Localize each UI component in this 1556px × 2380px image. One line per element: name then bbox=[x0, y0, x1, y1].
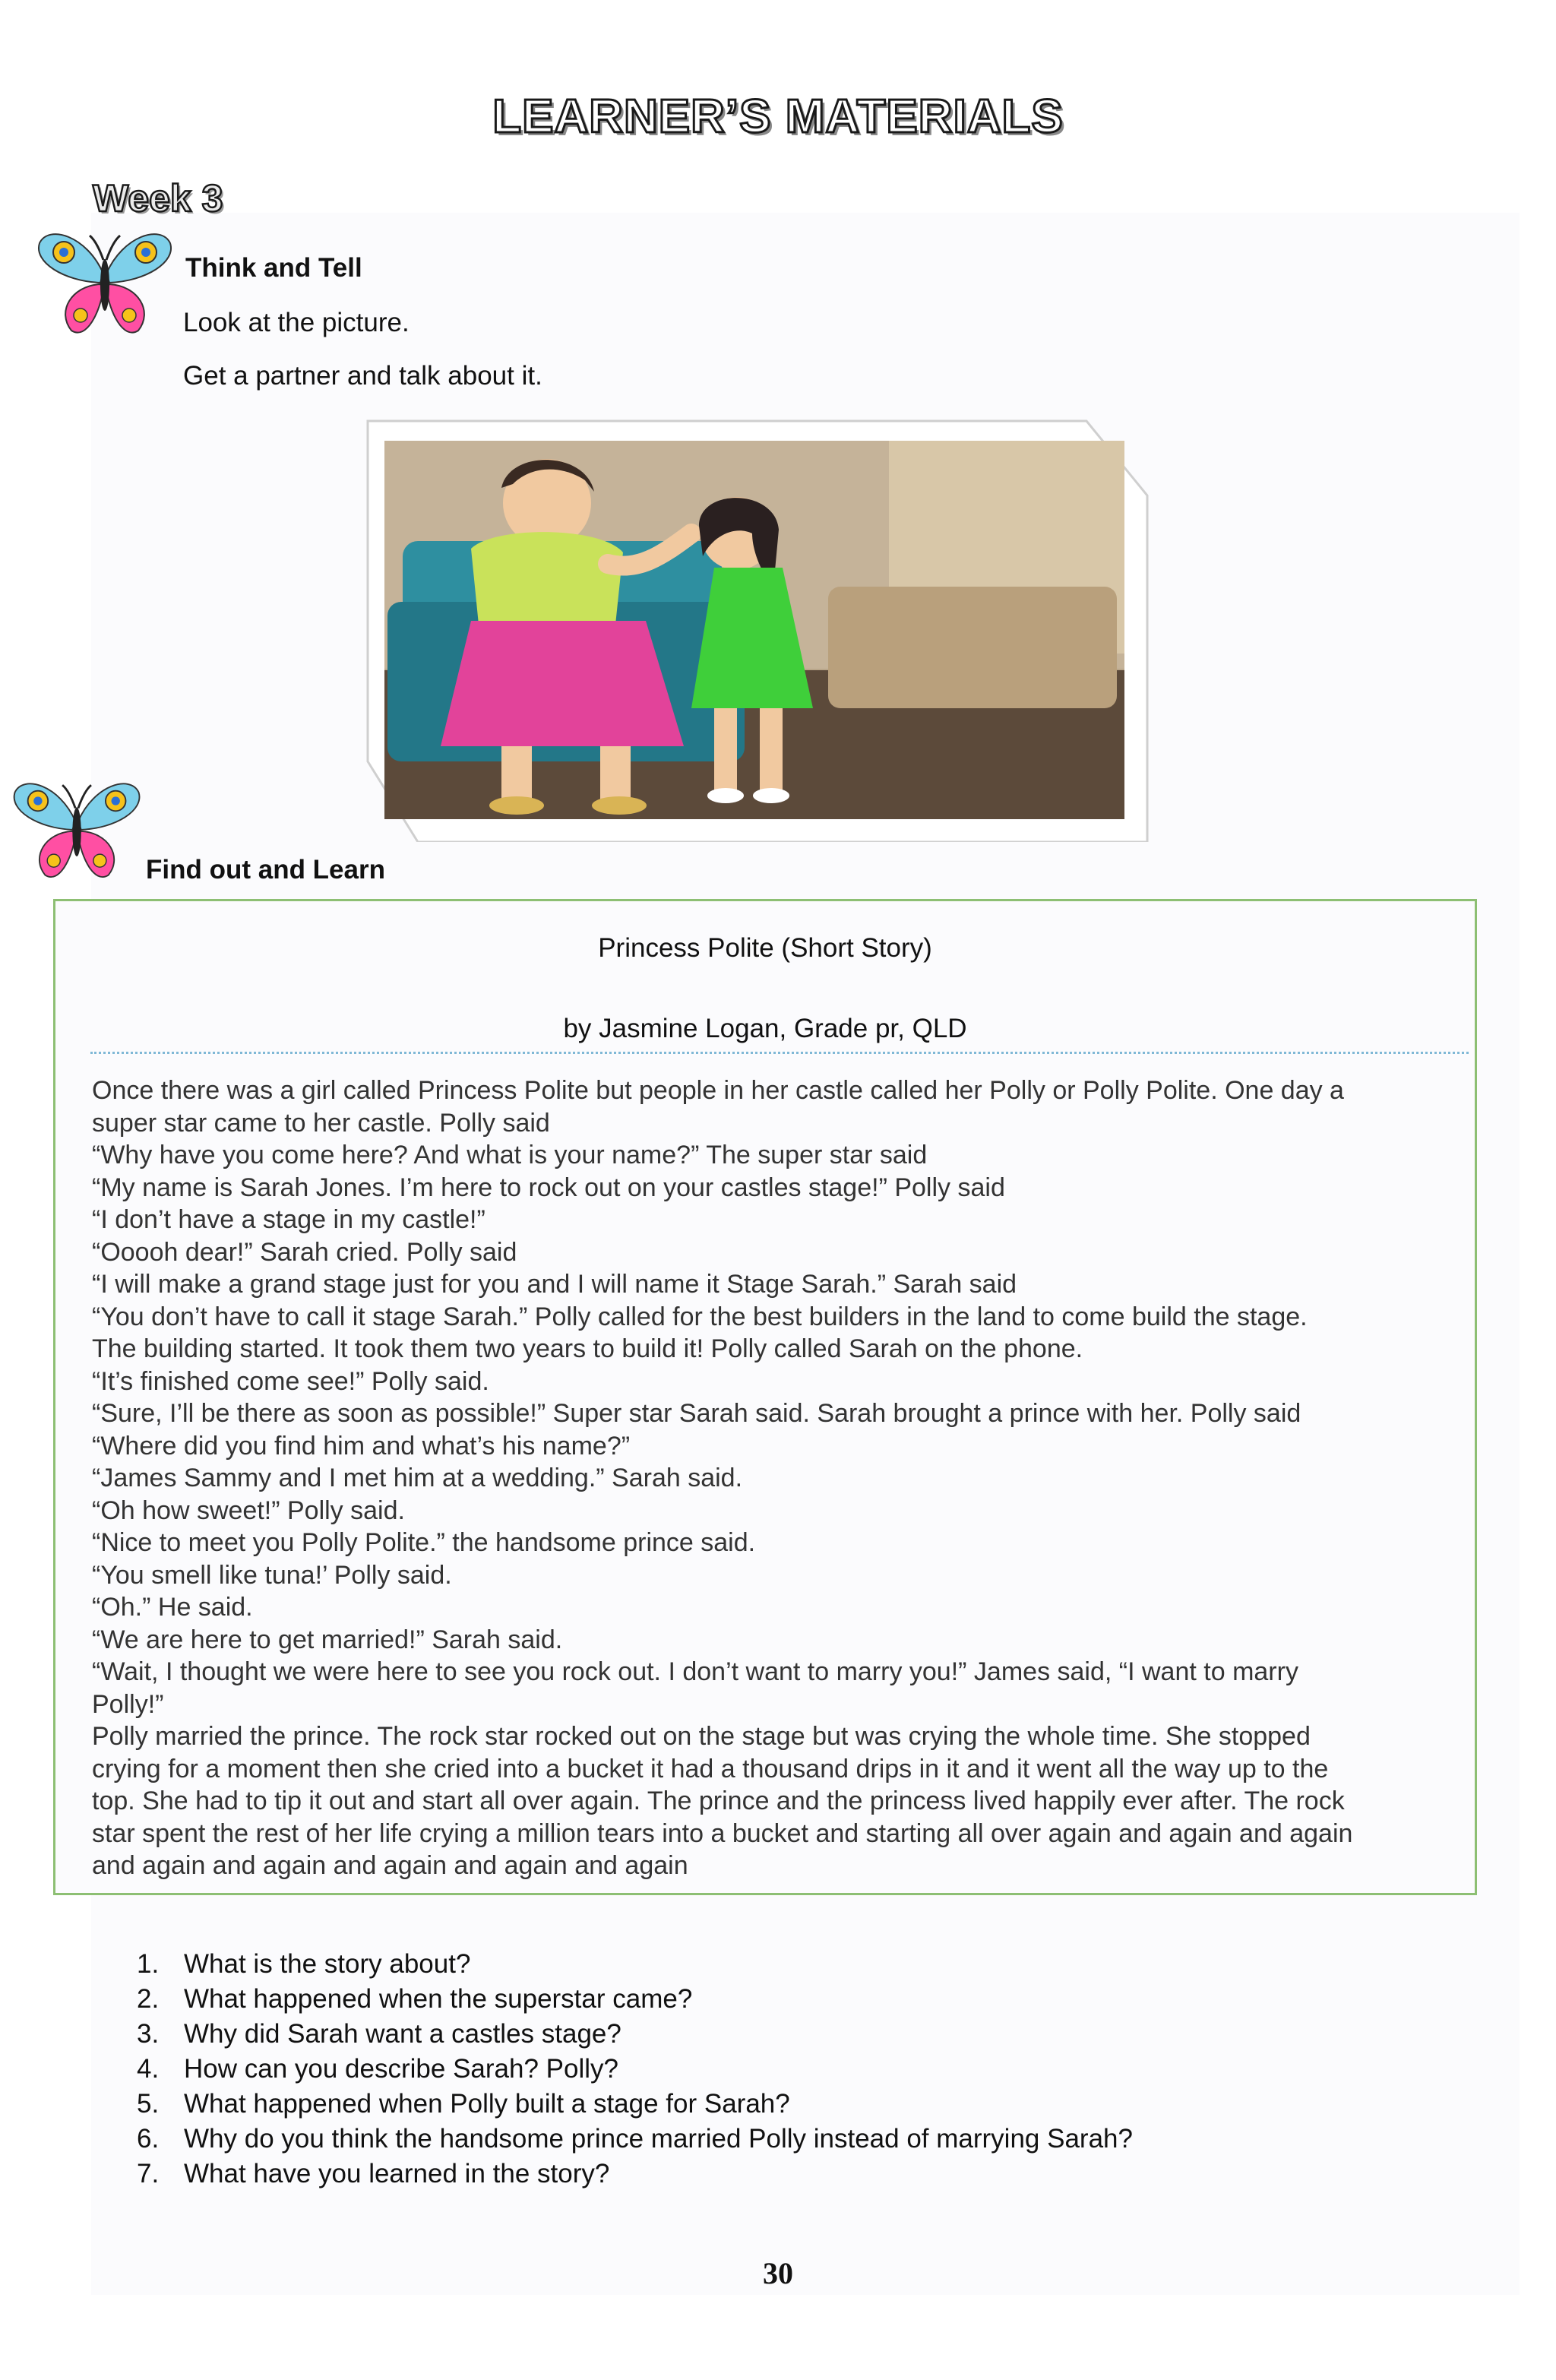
story-line: star spent the rest of her life crying a million tears into a bucket and starting all over again and again and again bbox=[92, 1818, 1353, 1848]
question-text: What is the story about? bbox=[184, 1949, 471, 1979]
story-line: and again and again and again and again and again bbox=[92, 1851, 688, 1880]
story-line: “My name is Sarah Jones. I’m here to rock out on your castles stage!” Polly said bbox=[92, 1173, 1005, 1202]
question-number: 7. bbox=[137, 2159, 160, 2189]
week-label: Week 3 bbox=[93, 177, 223, 220]
story-line: “Why have you come here? And what is your name?” The super star said bbox=[92, 1141, 928, 1169]
question-number: 4. bbox=[137, 2054, 160, 2084]
question-text: Why do you think the handsome prince married Polly instead of marrying Sarah? bbox=[184, 2124, 1133, 2154]
question-text: What have you learned in the story? bbox=[184, 2159, 610, 2189]
instruction-line: Look at the picture. bbox=[183, 308, 410, 337]
story-line: “You smell like tuna!’ Polly said. bbox=[92, 1560, 452, 1590]
question-number: 2. bbox=[137, 1984, 160, 2014]
story-line: Polly married the prince. The rock star rocked out on the stage but was crying the whole time. She stopped bbox=[92, 1722, 1311, 1751]
question-list bbox=[137, 1947, 1428, 2192]
question-item bbox=[137, 2122, 1428, 2157]
story-line: The building started. It took them two years to build it! Polly called Sarah on the phone. bbox=[92, 1334, 1083, 1363]
story-title: Princess Polite (Short Story) bbox=[598, 933, 932, 963]
story-line: crying for a moment then she cried into a bucket it had a thousand drips in it and it went all the way up to the bbox=[92, 1754, 1329, 1783]
question-number: 3. bbox=[137, 2019, 160, 2049]
story-line: “Where did you find him and what’s his name?” bbox=[92, 1431, 631, 1461]
question-item bbox=[137, 1947, 1428, 1982]
instruction-line: Get a partner and talk about it. bbox=[183, 361, 542, 391]
story-line: “You don’t have to call it stage Sarah.” Polly called for the best builders in the land to come build the stage. bbox=[92, 1302, 1308, 1331]
story-text bbox=[92, 1074, 1475, 1882]
question-item bbox=[137, 2087, 1428, 2122]
question-text: Why did Sarah want a castles stage? bbox=[184, 2019, 621, 2049]
story-line: “Oh how sweet!” Polly said. bbox=[92, 1495, 405, 1525]
question-text: How can you describe Sarah? Polly? bbox=[184, 2054, 618, 2084]
butterfly-icon bbox=[33, 220, 178, 342]
story-line: “We are here to get married!” Sarah said. bbox=[92, 1625, 563, 1654]
story-line: “It’s finished come see!” Polly said. bbox=[92, 1366, 489, 1396]
think-and-tell-heading: Think and Tell bbox=[185, 253, 362, 283]
story-author: by Jasmine Logan, Grade pr, QLD bbox=[563, 1014, 967, 1043]
question-item bbox=[137, 2017, 1428, 2052]
page-title: LEARNER’S MATERIALS bbox=[492, 90, 1064, 143]
story-line: “Ooooh dear!” Sarah cried. Polly said bbox=[92, 1237, 517, 1267]
story-line: “Wait, I thought we were here to see you rock out. I don’t want to marry you!” James said, “I want to marry bbox=[92, 1657, 1298, 1686]
story-line: super star came to her castle. Polly said bbox=[92, 1108, 550, 1138]
butterfly-icon bbox=[9, 767, 146, 889]
story-line: “Oh.” He said. bbox=[92, 1593, 253, 1622]
question-number: 1. bbox=[137, 1949, 160, 1979]
story-line: top. She had to tip it out and start all over again. The prince and the princess lived happily ever after. The rock bbox=[92, 1787, 1345, 1815]
story-illustration bbox=[357, 419, 1155, 842]
story-line: “Sure, I’ll be there as soon as possible!” Super star Sarah said. Sarah brought a prince with her. Polly said bbox=[92, 1399, 1301, 1428]
story-box bbox=[53, 899, 1477, 1895]
story-line: Polly!” bbox=[92, 1689, 164, 1719]
question-item bbox=[137, 2052, 1428, 2087]
question-item bbox=[137, 1982, 1428, 2017]
question-number: 6. bbox=[137, 2124, 160, 2154]
divider bbox=[90, 1052, 1469, 1054]
page-number: 30 bbox=[763, 2256, 793, 2290]
find-out-heading: Find out and Learn bbox=[146, 855, 385, 885]
story-line: “I don’t have a stage in my castle!” bbox=[92, 1205, 485, 1234]
story-line: “James Sammy and I met him at a wedding.” Sarah said. bbox=[92, 1464, 743, 1492]
question-text: What happened when Polly built a stage for Sarah? bbox=[184, 2089, 790, 2119]
story-line: Once there was a girl called Princess Polite but people in her castle called her Polly or Polly Polite. One day a bbox=[92, 1076, 1344, 1105]
question-number: 5. bbox=[137, 2089, 160, 2119]
story-line: “Nice to meet you Polly Polite.” the handsome prince said. bbox=[92, 1528, 756, 1557]
question-text: What happened when the superstar came? bbox=[184, 1984, 693, 2014]
question-item bbox=[137, 2157, 1428, 2192]
story-line: “I will make a grand stage just for you and I will name it Stage Sarah.” Sarah said bbox=[92, 1270, 1017, 1299]
